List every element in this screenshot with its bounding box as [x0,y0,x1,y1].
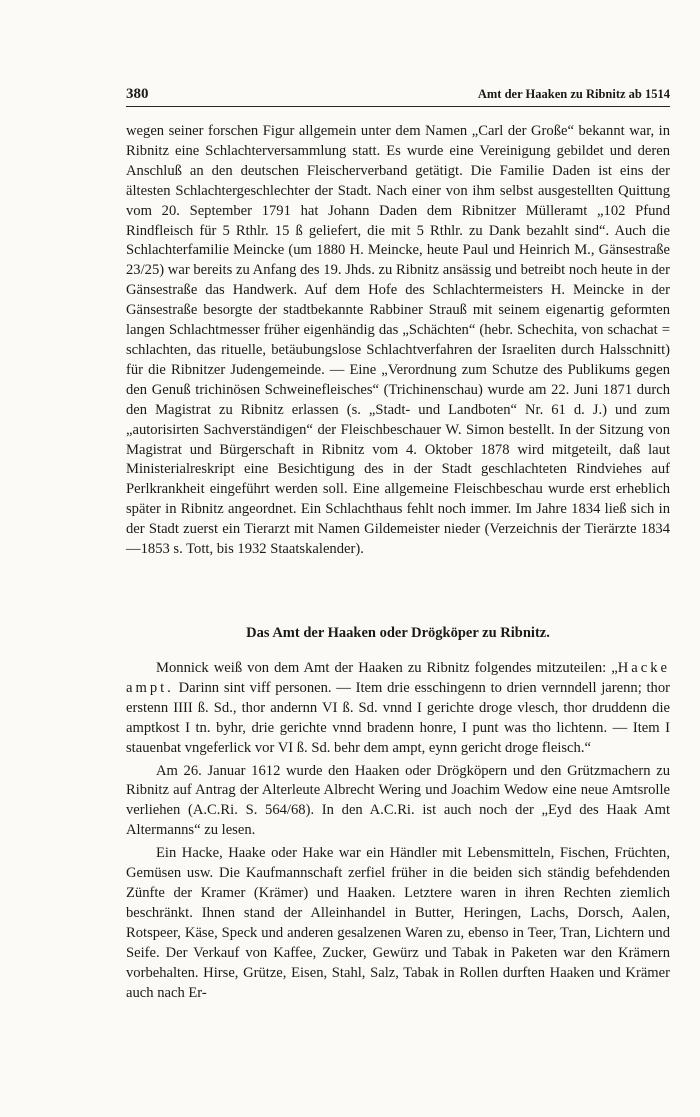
paragraph-monnick [126,659,670,759]
section-body [126,659,670,1006]
section-heading: Das Amt der Haaken oder Drögköper zu Ribnitz. [246,625,550,641]
quote-spaced-title: Hacke ampt. [126,660,670,696]
page-header [126,86,670,107]
body-text [126,122,670,560]
page-number: 380 [126,86,149,102]
paragraph-1612: Am 26. Januar 1612 wurde den Haaken oder Drögköpern und den Grützmachern zu Ribnitz auf Antrag der Alterleute Albrecht Wering und Joachim Wedow eine neue Amtsrolle verliehen (A.C.Ri. S. 564/68). In den A.C.Ri. ist auch noch der „Eyd des Haak Amt Altermanns“ zu lesen. [126,762,670,839]
running-head: Amt der Haaken zu Ribnitz ab 1514 [477,87,670,101]
quote-rest: Darinn sint viff personen. — Item drie esschingenn to drien vernndell jarenn; thor erstenn IIII ß. Sd., thor andernn VI ß. Sd. vnnd I gerichte droge vlesch, thor druddenn die amptkost I tn. byhr, drie gerichte vnnd bradenn honre, I punt was tho lichtenn. — Item I stauenbat vngeferlick vor VI ß. Sd. behr dem ampt, eynn gericht droge fleisch.“ [126,679,670,756]
quote-intro: Monnick weiß von dem Amt der Haaken zu Ribnitz folgendes mitzuteilen: „ [156,660,618,676]
paragraph-hacke: Ein Hacke, Haake oder Hake war ein Händler mit Lebensmitteln, Fischen, Früchten, Gemüsen usw. Die Kaufmannschaft zerfiel früher in die beiden sich ständig befehdenden Zünfte der Kramer (Krämer) und Haaken. Letztere waren in ihren Rechten ziemlich beschränkt. Ihnen stand der Alleinhandel in Butter, Heringen, Lachs, Dorsch, Aalen, Rotspeer, Käse, Speck und anderen gesalzenen Waren zu, ebenso in Teer, Tran, Lichtern und Seife. Der Verkauf von Kaffee, Zucker, Gewürz und Tabak in Paketen war den Krämern vorbehalten. Hirse, Grütze, Eisen, Stahl, Salz, Tabak in Rollen durften Haaken und Krämer auch nach Er- [126,845,670,1001]
continued-paragraph: wegen seiner forschen Figur allgemein unter dem Namen „Carl der Große“ bekannt war, in Ribnitz eine Schlachterversammlung statt. Es wurde eine Vereinigung gebildet und deren Anschluß an den deutschen Fleischerverband getätigt. Die Familie Daden ist eins der ältesten Schlachtergeschlechter der Stadt. Nach einer von ihm selbst ausgestellten Quittung vom 20. September 1791 hat Johann Daden dem Ribnitzer Mülleramt „102 Pfund Rindfleisch für 5 Rthlr. 15 ß geliefert, die mit 5 Rthlr. zu Dank bezahlt sind“. Auch die Schlachterfamilie Meincke (um 1880 H. Meincke, heute Paul und Heinrich M., Gänsestraße 23/25) war bereits zu Anfang des 19. Jhds. zu Ribnitz ansässig und betreibt noch heute in der Gänsestraße das Handwerk. Auf dem Hofe des Schlachtermeisters H. Meincke in der Gänsestraße besorgte der stadtbekannte Rabbiner Strauß mit seinem eigenartig geformten langen Schlachtmesser früher eigenhändig das „Schächten“ (hebr. Schechita, von schachat = schlachten, das rituelle, betäubungslose Schlachtverfahren der Israeliten durch Halsschnitt) für die Ribnitzer Judengemeinde. — Eine „Verordnung zum Schutze des Publikums gegen den Genuß trichinösen Schweinefleisches“ (Trichinenschau) wurde am 22. Juni 1871 durch den Magistrat zu Ribnitz erlassen (s. „Stadt- und Landboten“ Nr. 61 d. J.) und zum „autorisirten Sachverständigen“ der Fleischbeschauer W. Simon bestellt. In der Sitzung von Magistrat und Bürgerschaft in Ribnitz vom 4. Oktober 1878 wird mitgeteilt, daß laut Ministerialreskript eine Besichtigung des in der Stadt geschlachteten Rindviehes auf Perlkrankheit eingeführt werden soll. Eine allgemeine Fleischbeschau wurde erst erheblich später in Ribnitz angeordnet. Ein Schlachthaus fehlt noch immer. Im Jahre 1834 ließ sich in der Stadt zuerst ein Tierarzt mit Namen Gildemeister nieder (Verzeichnis der Tierärzte 1834—1853 s. Tott, bis 1932 Staatskalender). [126,123,670,558]
